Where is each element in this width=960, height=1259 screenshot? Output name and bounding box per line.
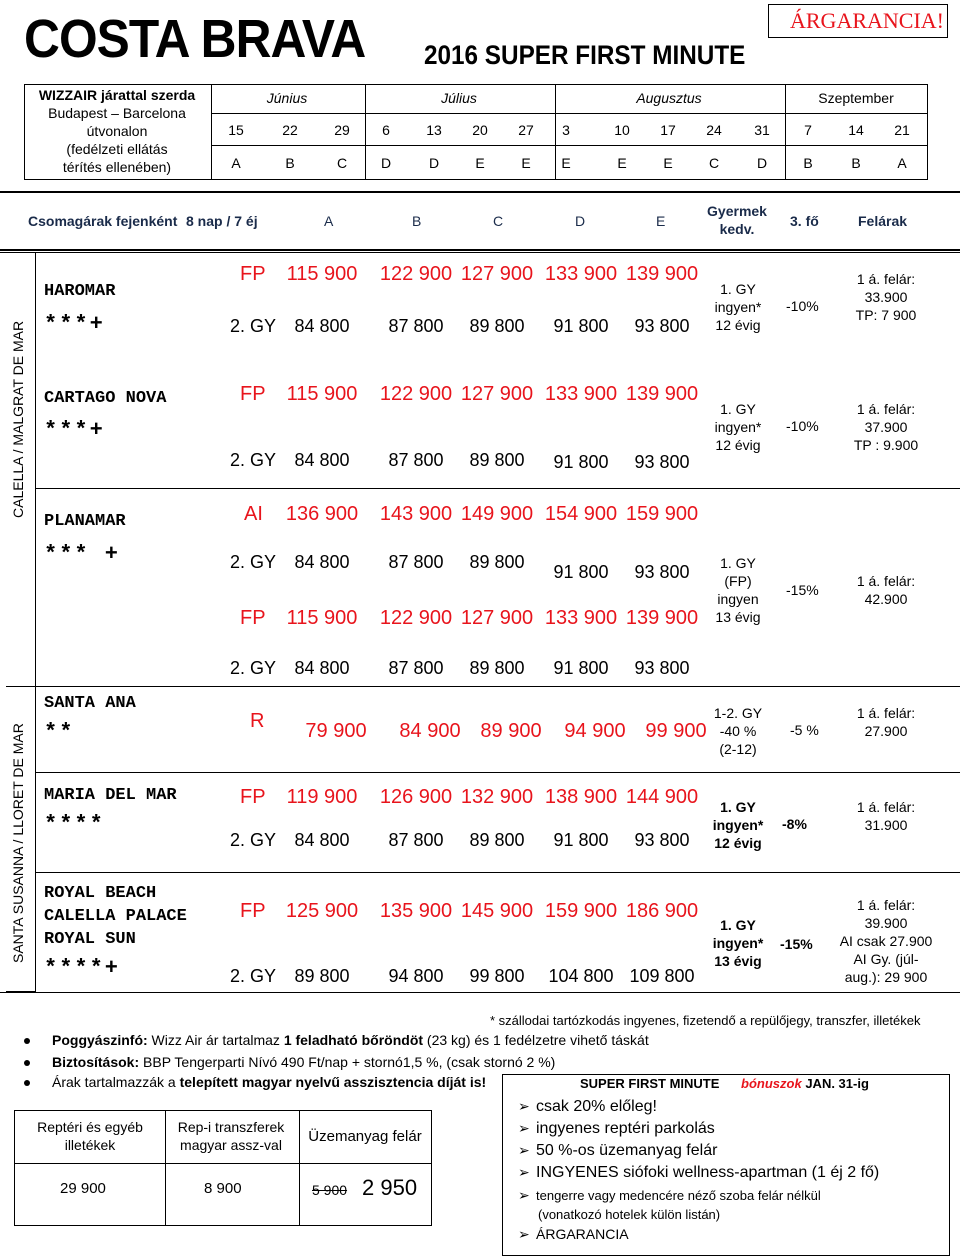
hotel-royal-name3: ROYAL SUN [44,930,136,949]
haromar-fp-tag: FP [240,263,266,285]
price-cell: 119 900 [286,786,358,808]
price-cell: 136 900 [285,503,359,525]
fee-transfer-value: 8 900 [204,1180,242,1197]
royal-third: -15% [780,936,813,952]
col-extras: Felárak [858,213,908,229]
price-cell: 89 800 [294,966,350,986]
planamar-child: 1. GY (FP) ingyen 13 évig [715,555,761,625]
price-cell: 84 800 [294,830,350,850]
hotel-royal-name2: CALELLA PALACE [44,907,187,926]
price-cell: 89 800 [469,658,525,678]
guarantee-label: ÁRGARANCIA! [790,8,944,33]
price-cell: 127 900 [460,263,534,285]
flight-line2: Budapest – Barcelona [48,105,186,121]
price-cell: 93 800 [634,830,690,850]
price-cell: 99 800 [469,966,525,986]
promo-item-6: ➢ ÁRGARANCIA [518,1226,629,1242]
col-third: 3. fő [790,213,819,229]
hotel-cartago-stars: ***+ [44,418,105,443]
page-title: COSTA BRAVA [24,9,366,69]
price-cell: 87 800 [388,450,444,470]
season-cell: C [708,155,720,171]
price-cell: 93 800 [634,562,690,582]
price-cell: 132 900 [460,786,534,808]
price-cell: 125 900 [285,900,359,922]
planamar-fp-tag: FP [240,607,266,629]
arrow-icon: ➢ [518,1164,530,1180]
santaana-extras: 1 á. felár: 27.900 [856,705,916,739]
price-cell: 91 800 [553,452,609,472]
flight-line4: (fedélzeti ellátás [66,141,168,157]
price-cell: 93 800 [634,658,690,678]
month-july: Július [441,90,477,106]
region-calella-label: CALELLA / MALGRAT DE MAR [10,320,26,518]
price-cell: 144 900 [625,786,699,808]
price-cell: 115 900 [286,263,358,285]
price-cell: 84 900 [399,720,461,742]
price-cell: 115 900 [286,607,358,629]
footnote: * szállodai tartózkodás ingyenes, fizetendő a repülőjegy, transzfer, illetékek [490,1013,921,1028]
planamar-third: -15% [786,582,819,598]
hotel-mariadelmar-name: MARIA DEL MAR [44,786,177,805]
planamar-gy2-tag: 2. GY [230,658,277,678]
mariadelmar-child: 1. GY ingyen* 12 évig [712,799,764,851]
price-cell: 87 800 [388,830,444,850]
price-cell: 154 900 [544,503,618,525]
price-cell: 91 800 [553,658,609,678]
price-cell: 133 900 [544,263,618,285]
mariadelmar-third: -8% [782,816,807,832]
promo-item-5: ➢ tengerre vagy medencére néző szoba felár nélkül [518,1187,821,1203]
mariadelmar-extras: 1 á. felár: 31.900 [856,799,916,833]
arrow-icon: ➢ [518,1226,530,1242]
season-cell: B [803,155,813,171]
mariadelmar-fp-tag: FP [240,786,266,808]
price-cell: 84 800 [294,316,350,336]
promo-item-2: ➢ ingyenes reptéri parkolás [518,1120,715,1137]
price-cell: 127 900 [460,383,534,405]
fee-transfer-label: Rep-i transzferek magyar assz-val [177,1119,285,1153]
date-cell: 24 [706,122,722,138]
price-cell: 159 900 [544,900,618,922]
date-cell: 17 [660,122,676,138]
royal-child: 1. GY ingyen* 13 évig [712,917,764,969]
date-cell: 29 [334,122,350,138]
price-cell: 79 900 [305,720,367,742]
col-nights: 8 nap / 7 éj [186,213,258,229]
date-cell: 15 [228,122,244,138]
col-b: B [412,213,422,229]
hotel-santaana-name: SANTA ANA [44,694,136,713]
price-cell: 135 900 [379,900,453,922]
mariadelmar-gy-tag: 2. GY [230,830,277,850]
arrow-icon: ➢ [518,1142,530,1158]
price-cell: 122 900 [379,383,453,405]
season-cell: E [663,155,673,171]
hotel-mariadelmar-stars: **** [44,812,105,837]
price-cell: 89 800 [469,830,525,850]
price-cell: 145 900 [460,900,534,922]
season-cell: E [521,155,531,171]
col-a: A [324,213,334,229]
promo-item-5-note: (vonatkozó hotelek külön listán) [538,1207,721,1222]
date-cell: 10 [614,122,630,138]
flight-line3: útvonalon [86,123,148,139]
season-cell: A [231,155,241,171]
arrow-icon: ➢ [518,1098,530,1114]
planamar-ai-tag: AI [244,503,263,525]
price-cell: 89 800 [469,316,525,336]
fee-fuel-new: 2 950 [362,1175,418,1200]
season-cell: E [475,155,485,171]
royal-gy-tag: 2. GY [230,966,277,986]
price-cell: 139 900 [625,607,699,629]
price-cell: 133 900 [544,383,618,405]
info-assistance: Árak tartalmazzák a telepített magyar nyelvű asszisztencia díját is! [24,1074,486,1090]
hotel-haromar-name: HAROMAR [44,282,116,301]
price-cell: 91 800 [553,562,609,582]
season-cell: D [428,155,440,171]
flight-info [24,86,210,176]
price-cell: 138 900 [544,786,618,808]
season-cell: E [561,155,571,171]
price-cell: 89 900 [480,720,542,742]
season-cell: E [617,155,627,171]
price-cell: 186 900 [625,900,699,922]
date-cell: 21 [894,122,910,138]
promo-title: SUPER FIRST MINUTE bónuszok JAN. 31-ig [580,1076,869,1091]
haromar-gy-tag: 2. GY [230,316,277,336]
season-cell: D [756,155,768,171]
fee-fuel-old: 5 900 [312,1182,348,1198]
fee-airport-value: 29 900 [60,1180,106,1197]
cartago-fp-tag: FP [240,383,266,405]
price-cell: 122 900 [379,263,453,285]
col-e: E [656,213,666,229]
month-august: Augusztus [636,90,702,106]
month-september: Szeptember [818,90,894,106]
price-cell: 149 900 [460,503,534,525]
santaana-child: 1-2. GY -40 % (2-12) [713,705,763,757]
price-cell: 104 800 [548,966,614,986]
season-cell: B [285,155,295,171]
price-cell: 89 800 [469,450,525,470]
santaana-third: -5 % [790,722,819,738]
price-cell: 94 800 [388,966,444,986]
price-cell: 87 800 [388,316,444,336]
price-cell: 139 900 [625,263,699,285]
haromar-child: 1. GY ingyen* 12 évig [714,281,762,333]
price-cell: 122 900 [379,607,453,629]
price-cell: 84 800 [294,552,350,572]
cartago-child: 1. GY ingyen* 12 évig [714,401,762,453]
price-cell: 89 800 [469,552,525,572]
planamar-extras: 1 á. felár: 42.900 [856,573,916,607]
price-cell: 93 800 [634,452,690,472]
price-cell: 94 900 [564,720,626,742]
col-d: D [575,213,586,229]
hotel-haromar-stars: ***+ [44,312,105,337]
date-cell: 13 [426,122,442,138]
hotel-planamar-name: PLANAMAR [44,512,126,531]
promo-item-4: ➢ INGYENES siófoki wellness-apartman (1 éj 2 fő) [518,1164,880,1181]
haromar-extras: 1 á. felár: 33.900 TP: 7 900 [855,271,917,323]
royal-extras: 1 á. felár: 39.900 AI csak 27.900 AI Gy. (júl- aug.): 29 900 [839,897,933,985]
price-cell: 84 800 [294,450,350,470]
fee-fuel-label: Üzemanyag felár [308,1128,422,1145]
hotel-royal-stars: ****+ [44,956,121,981]
date-cell: 27 [518,122,534,138]
hotel-planamar-stars: *** + [44,542,121,567]
promo-item-3: ➢ 50 %-os üzemanyag felár [518,1142,718,1159]
page-subtitle: 2016 SUPER FIRST MINUTE [424,40,746,70]
month-june: Június [266,90,308,106]
price-cell: 133 900 [544,607,618,629]
cartago-third: -10% [786,418,819,434]
price-cell: 126 900 [379,786,453,808]
cartago-gy-tag: 2. GY [230,450,277,470]
price-cell: 143 900 [379,503,453,525]
date-cell: 3 [562,122,570,138]
season-cell: D [380,155,392,171]
santaana-r-tag: R [250,710,265,732]
price-cell: 99 900 [645,720,707,742]
cartago-extras: 1 á. felár: 37.900 TP : 9.900 [853,401,919,453]
price-cell: 84 800 [294,658,350,678]
price-cell: 87 800 [388,658,444,678]
haromar-third: -10% [786,298,819,314]
region-santa-label: SANTA SUSANNA / LLORET DE MAR [10,723,26,963]
promo-item-1: ➢ csak 20% előleg! [518,1098,657,1115]
col-child: Gyermek kedv. [707,203,767,237]
arrow-icon: ➢ [518,1187,530,1203]
price-cell: 87 800 [388,552,444,572]
price-cell: 109 800 [629,966,695,986]
date-cell: 14 [848,122,864,138]
info-insurance: Biztosítások: BBP Tengerparti Nívó 490 Ft/nap + stornó1,5 %, (csak stornó 2 %) [24,1054,555,1070]
season-cell: A [897,155,907,171]
arrow-icon: ➢ [518,1120,530,1136]
hotel-santaana-stars: ** [44,720,75,745]
hotel-cartago-name: CARTAGO NOVA [44,389,167,408]
price-cell: 91 800 [553,316,609,336]
planamar-gy-tag: 2. GY [230,552,277,572]
price-cell: 159 900 [625,503,699,525]
hotel-royal-name1: ROYAL BEACH [44,884,157,903]
info-luggage: Poggyászinfó: Wizz Air ár tartalmaz 1 feladható bőröndöt (23 kg) és 1 fedélzetre vihető táskát [24,1032,649,1048]
season-cell: C [336,155,348,171]
date-cell: 31 [754,122,770,138]
fee-airport-label: Reptéri és egyéb illetékek [37,1119,143,1153]
date-cell: 6 [382,122,390,138]
date-cell: 22 [282,122,298,138]
season-cell: B [851,155,861,171]
col-c: C [493,213,504,229]
flight-line5: térítés ellenében) [62,159,172,175]
price-cell: 139 900 [625,383,699,405]
price-cell: 91 800 [553,830,609,850]
price-cell: 93 800 [634,316,690,336]
price-cell: 127 900 [460,607,534,629]
price-cell: 115 900 [286,383,358,405]
date-cell: 20 [472,122,488,138]
date-cell: 7 [804,122,812,138]
col-package: Csomagárak fejenként [28,213,178,229]
flight-line1: WIZZAIR járattal szerda [38,87,196,103]
royal-fp-tag: FP [240,900,266,922]
